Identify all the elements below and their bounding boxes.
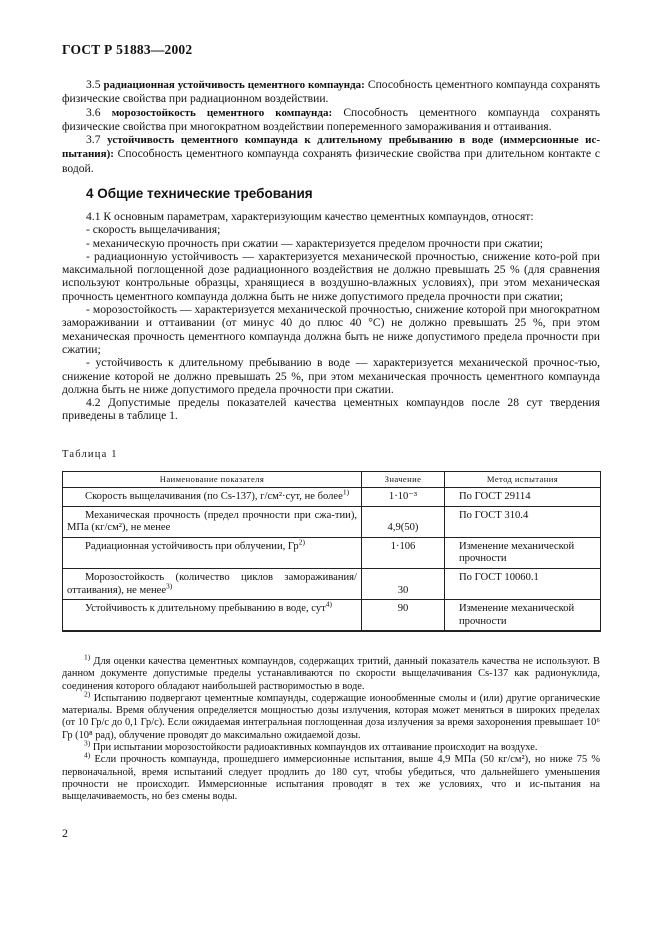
list-item: - устойчивость к длительному пребыванию в воде — характеризуется механической прочнос-тью, снижение которой не должно превышать 25 %, при этом механическая прочность цементного компаунда должна быть не ниже допустимого предела прочности при сжатии. <box>62 356 600 396</box>
document-header: ГОСТ Р 51883—2002 <box>62 42 193 57</box>
row-name-cell: Морозостойкость (количество циклов замораживания/оттаивания), не менее$^{3)}$ <box>63 568 362 599</box>
column-header-name: Наименование показателя <box>63 472 362 488</box>
footnote: $^{4)}$ Если прочность компаунда, прошедшего иммерсионные испытания, выше 4,9 МПа (50 кг/см²), но ниже 75 % первоначальной, время испытаний следует продлить до 180 сут, чтобы убедиться, что дальнейшего уменьшения прочности не происходит. Иммерсионные испытания проводят в тех же условиях, что и ис-пытания на выщелачиваемость, но без смены воды. <box>62 750 600 803</box>
definition-3-6: 3.6 морозостойкость цементного компаунда: Способность цементного компаунда сохранять физические свойства при многократном воздействии попеременного замораживания и оттаивания. <box>62 105 600 133</box>
table-row <box>63 488 601 507</box>
row-name-cell: Скорость выщелачивания (по Cs-137), г/см²·сут, не более$^{1)}$ <box>63 488 362 507</box>
row-name-cell: Устойчивость к длительному пребыванию в воде, сут$^{4)}$ <box>63 600 362 632</box>
list-item: - скорость выщелачивания; <box>86 223 221 237</box>
row-method-cell: Изменение механической прочности <box>445 537 601 568</box>
definition-3-7: 3.7 устойчивость цементного компаунда к длительному пребыванию в воде (иммерсионные ис-пытания): Способность цементного компаунда сохранять физические свойства при длительном контакте с водой. <box>62 133 600 175</box>
section-4-body <box>62 210 600 423</box>
footnote: $^{1)}$ Для оценки качества цементных компаундов, содержащих тритий, данный показатель качества не используют. В данном документе допустимые пределы устанавливаются по скорости выщелачивания Cs-137 как радионуклида, соединения которого обладают наибольшей растворимостью в воде. <box>62 652 600 692</box>
table-row <box>63 600 601 632</box>
column-header-method: Метод испытания <box>445 472 601 488</box>
table-label: Таблица 1 <box>62 449 118 460</box>
row-method-cell: По ГОСТ 29114 <box>445 488 601 507</box>
row-value-cell: 90 <box>362 600 445 632</box>
row-value-cell: 1·10⁻³ <box>362 488 445 507</box>
section-title: 4 Общие технические требования <box>86 186 313 201</box>
footnote: $^{3)}$ При испытании морозостойкости радиоактивных компаундов их оттаивание происходит на воздухе. <box>84 738 538 754</box>
paragraph-4-1: 4.1 К основным параметрам, характеризующим качество цементных компаундов, относят: <box>86 210 534 223</box>
table-row <box>63 506 601 537</box>
row-method-cell: Изменение механической прочности <box>445 600 601 632</box>
row-name-cell: Механическая прочность (предел прочности при сжа-тии), МПа (кг/см²), не менее <box>63 506 362 537</box>
list-item: - радиационную устойчивость — характеризуется механической прочностью, снижение кото-рой при максимальной поглощенной дозе радиационного воздействия не должно превышать 25 % (для сравнения используют контрольные образцы, хранящиеся в воздушно-влажных условиях), при этом механическая прочность цементного компаунда должна быть не ниже допустимого предела прочности при сжатии; <box>62 249 600 303</box>
row-value-cell: 1·106 <box>362 537 445 568</box>
table-row <box>63 568 601 599</box>
row-method-cell: По ГОСТ 10060.1 <box>445 568 601 599</box>
row-value-cell: 30 <box>362 568 445 599</box>
table-row <box>63 537 601 568</box>
footnote: $^{2)}$ Испытанию подвергают цементные компаунды, содержащие ионообменные смолы и (или) другие органические материалы. Время облучения определяется мощностью дозы излучения, которая может меняться в широких пределах (от 10 Гр/с до 0,1 Гр/с). Если ожидаемая интегральная поглощенная доза излучения за время захоронения превышает 10⁶ Гр (10⁸ рад), облучение проводят до максимально ожидаемой дозы. <box>62 689 600 741</box>
column-header-value: Значение <box>362 472 445 488</box>
list-item: - морозостойкость — характеризуется механической прочностью, снижение которой при многократном замораживании и оттаивании (от минус 40 до плюс 40 °С) не должно превышать 25 %, при этом механическая прочность цементного компаунда должна быть не ниже допустимого предела прочности при сжатии; <box>62 303 600 356</box>
row-value-cell: 4,9(50) <box>362 506 445 537</box>
row-method-cell: По ГОСТ 310.4 <box>445 506 601 537</box>
table-1 <box>62 471 601 632</box>
row-name-cell: Радиационная устойчивость при облучении, $Гр^{2)}$ <box>63 537 362 568</box>
paragraph-4-2: 4.2 Допустимые пределы показателей качества цементных компаундов после 28 сут твердения приведены в таблице 1. <box>62 396 600 423</box>
footnotes <box>62 652 600 804</box>
list-item: - механическую прочность при сжатии — характеризуется пределом прочности при сжатии; <box>86 236 544 250</box>
page-number: 2 <box>62 826 68 840</box>
definitions-block <box>62 78 600 175</box>
definition-3-5: 3.5 радиационная устойчивость цементного компаунда: Способность цементного компаунда сохранять физические свойства при радиационном воздействии. <box>62 78 600 106</box>
table-header-row <box>63 472 601 488</box>
